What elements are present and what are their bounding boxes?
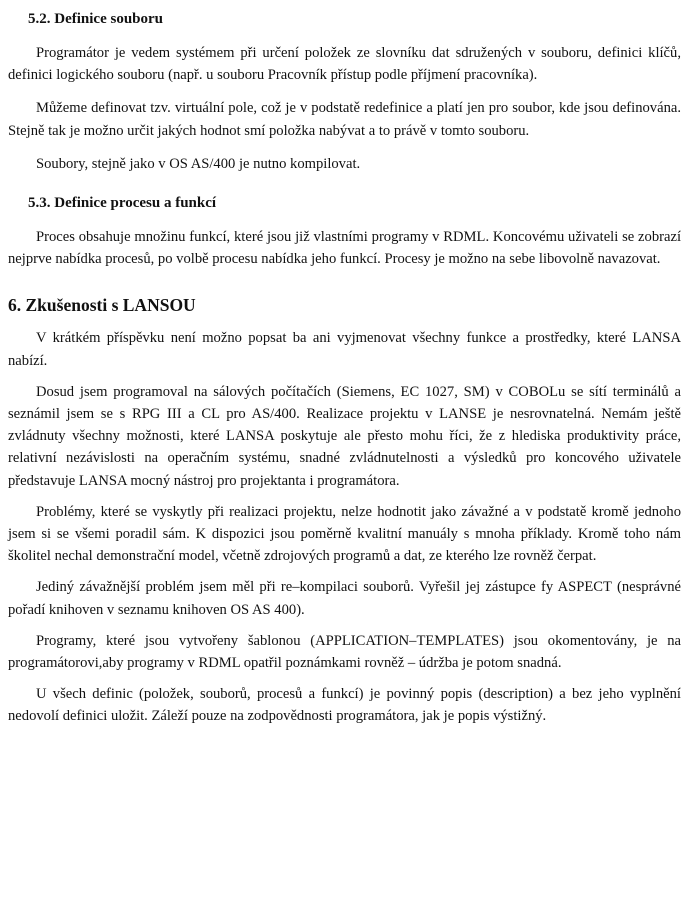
paragraph: Soubory, stejně jako v OS AS/400 je nutno kompilovat. bbox=[36, 155, 361, 172]
paragraph: Proces obsahuje množinu funkcí, které jsou již vlastními programy v RDML. Koncovému uživateli se zobrazí nejprve nabídka procesů, po volbě procesu nabídka jeho funkcí. Procesy je možno na sebe libovolně navazovat. bbox=[8, 229, 681, 268]
paragraph: Jediný závažnější problém jsem měl při re–kompilaci souborů. Vyřešil jej zástupce fy ASPECT (nesprávné pořadí knihoven v seznamu knihoven OS AS 400). bbox=[8, 579, 681, 618]
paragraph: U všech definic (položek, souborů, procesů a funkcí) je povinný popis (description) a bez jeho vyplnění nedovolí definici uložit. Záleží pouze na zodpovědnosti programátora, jak je popis výstižný. bbox=[8, 686, 681, 725]
paragraph: Programy, které jsou vytvořeny šablonou (APPLICATION–TEMPLATES) jsou okomentovány, je na programátorovi,aby programy v RDML opatřil poznámkami rovněž – údržba je potom snadná. bbox=[8, 632, 681, 672]
section-heading-5-2: 5.2. Definice souboru bbox=[28, 11, 163, 27]
paragraph: V krátkém příspěvku není možno popsat ba ani vyjmenovat všechny funkce a prostředky, které LANSA nabízí. bbox=[8, 330, 681, 369]
paragraph: Programátor je vedem systémem při určení položek ze slovníku dat sdružených v souboru, definici klíčů, definici logického souboru (např. u souboru Pracovník přístup podle příjmení pracovníka). bbox=[8, 45, 681, 84]
section-heading-5-3: 5.3. Definice procesu a funkcí bbox=[28, 195, 217, 212]
chapter-heading-6: 6. Zkušenosti s LANSOU bbox=[8, 295, 196, 316]
paragraph: Problémy, které se vyskytly při realizaci projektu, nelze hodnotit jako závažné a v podstatě kromě jednoho jsem si se všemi poradil sám. K dispozici jsou poměrně kvalitní manuály s mnoha příklady. Kromě toho nám školitel nechal demonstrační model, včetně zdrojových programů a dat, ze kterého lze rovněž čerpat. bbox=[8, 503, 681, 565]
paragraph: Můžeme definovat tzv. virtuální pole, což je v podstatě redefinice a platí jen pro soubor, kde jsou definována. Stejně tak je možno určit jakých hodnot smí položka nabývat a to právě v tomto souboru. bbox=[8, 100, 681, 139]
paragraph: Dosud jsem programoval na sálových počítačích (Siemens, EC 1027, SM) v COBOLu se sítí terminálů a seznámil jsem se s RPG III a CL pro AS/400. Realizace projektu v LANSE je nesrovnatelná. Nemám ještě zvládnuty všechny možnosti, které LANSA poskytuje ale přesto mohu říci, že z hlediska produktivity práce, relativní nezávislosti na operačním systému, snadné zvládnutelnosti a výsledků pro koncového uživatele představuje LANSA mocný nástroj pro projektanta i programátora. bbox=[8, 383, 681, 489]
